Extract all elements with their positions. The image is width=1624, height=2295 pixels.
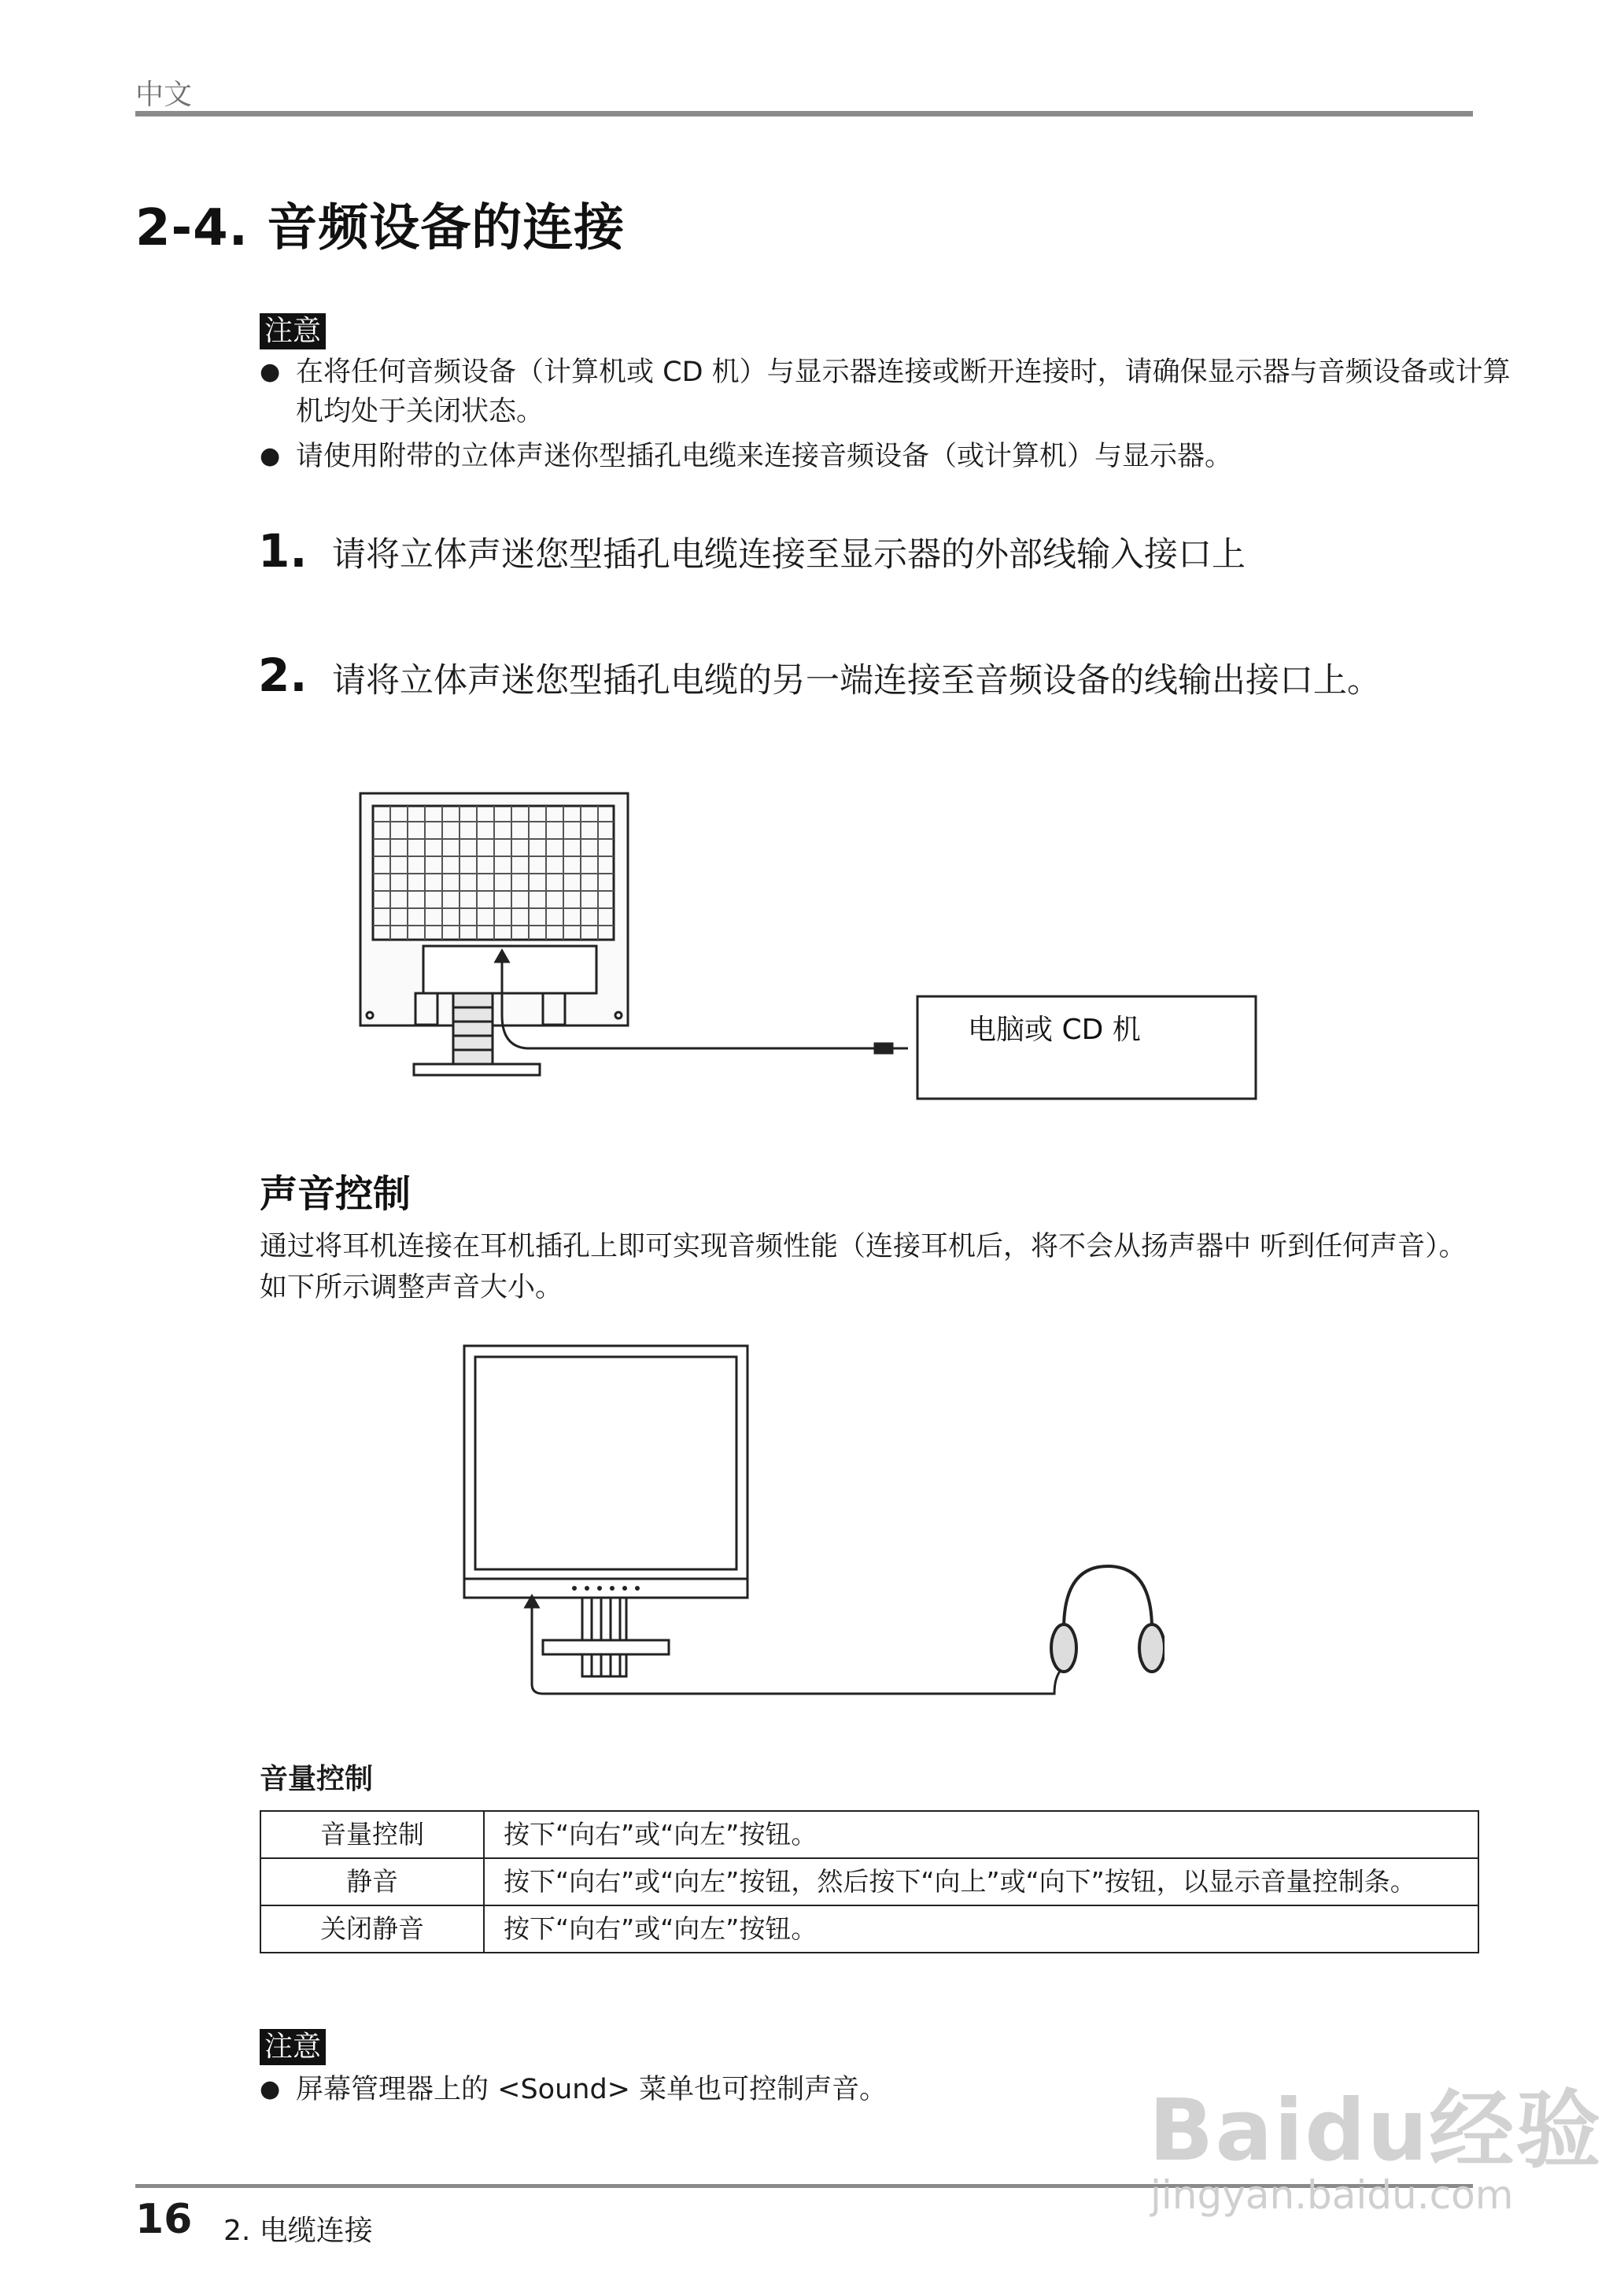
device-label: 电脑或 CD 机	[968, 1014, 1141, 1046]
table-cell-desc: 按下“向右”或“向左”按钮。	[484, 1811, 1478, 1858]
step-text: 请将立体声迷您型插孔电缆连接至显示器的外部线输入接口上	[332, 535, 1246, 575]
device-box	[917, 996, 1256, 1099]
header-rule	[135, 111, 1473, 116]
volume-table	[260, 1810, 1479, 1953]
section-title: 2-4. 音频设备的连接	[135, 199, 626, 257]
table-title: 音量控制	[260, 1763, 374, 1795]
bullet-dot: ●	[260, 358, 281, 386]
subsection-title: 声音控制	[260, 1172, 412, 1216]
bullet-dot: ●	[260, 2075, 281, 2103]
note-bullet	[260, 353, 1519, 431]
footer-section: 2. 电缆连接	[223, 2215, 373, 2247]
headphone-diagram	[456, 1338, 1164, 1708]
table-cell-desc: 按下“向右”或“向左”按钮，然后按下“向上”或“向下”按钮，以显示音量控制条。	[484, 1858, 1478, 1905]
step-number: 2.	[258, 649, 308, 702]
table-row	[260, 1905, 1478, 1953]
table-cell-item: 关闭静音	[260, 1905, 484, 1953]
connection-diagram	[346, 779, 1275, 1110]
monitor-front	[464, 1346, 747, 1676]
sound-paragraph: 通过将耳机连接在耳机插孔上即可实现音频性能（连接耳机后，将不会从扬声器中 听到任何声音）。如下所示调整声音大小。	[260, 1231, 1467, 1303]
table-cell-item: 音量控制	[260, 1811, 484, 1858]
note-tag: 注意	[260, 2029, 326, 2065]
watermark-logo: Baidu经验	[1149, 2082, 1603, 2180]
page-number: 16	[135, 2196, 193, 2243]
step-text: 请将立体声迷您型插孔电缆的另一端连接至音频设备的线输出接口上。	[332, 661, 1381, 700]
headphones	[1051, 1566, 1164, 1672]
table-row	[260, 1858, 1478, 1905]
note-text: 在将任何音频设备（计算机或 CD 机）与显示器连接或断开连接时，请确保显示器与音频设备或计算机均处于关闭状态。	[296, 357, 1511, 427]
step-number: 1.	[258, 524, 308, 578]
note-tag: 注意	[260, 313, 326, 349]
note-text: 请使用附带的立体声迷你型插孔电缆来连接音频设备（或计算机）与显示器。	[296, 441, 1233, 472]
monitor-back	[360, 793, 628, 1075]
bullet-dot: ●	[260, 442, 281, 470]
header-language: 中文	[135, 79, 193, 111]
note-text: 屏幕管理器上的 <Sound> 菜单也可控制声音。	[296, 2074, 888, 2105]
table-row	[260, 1811, 1478, 1858]
table-cell-desc: 按下“向右”或“向左”按钮。	[484, 1905, 1478, 1953]
watermark-url: jingyan.baidu.com	[1150, 2172, 1514, 2218]
note-bullet	[260, 437, 1519, 476]
table-cell-item: 静音	[260, 1858, 484, 1905]
